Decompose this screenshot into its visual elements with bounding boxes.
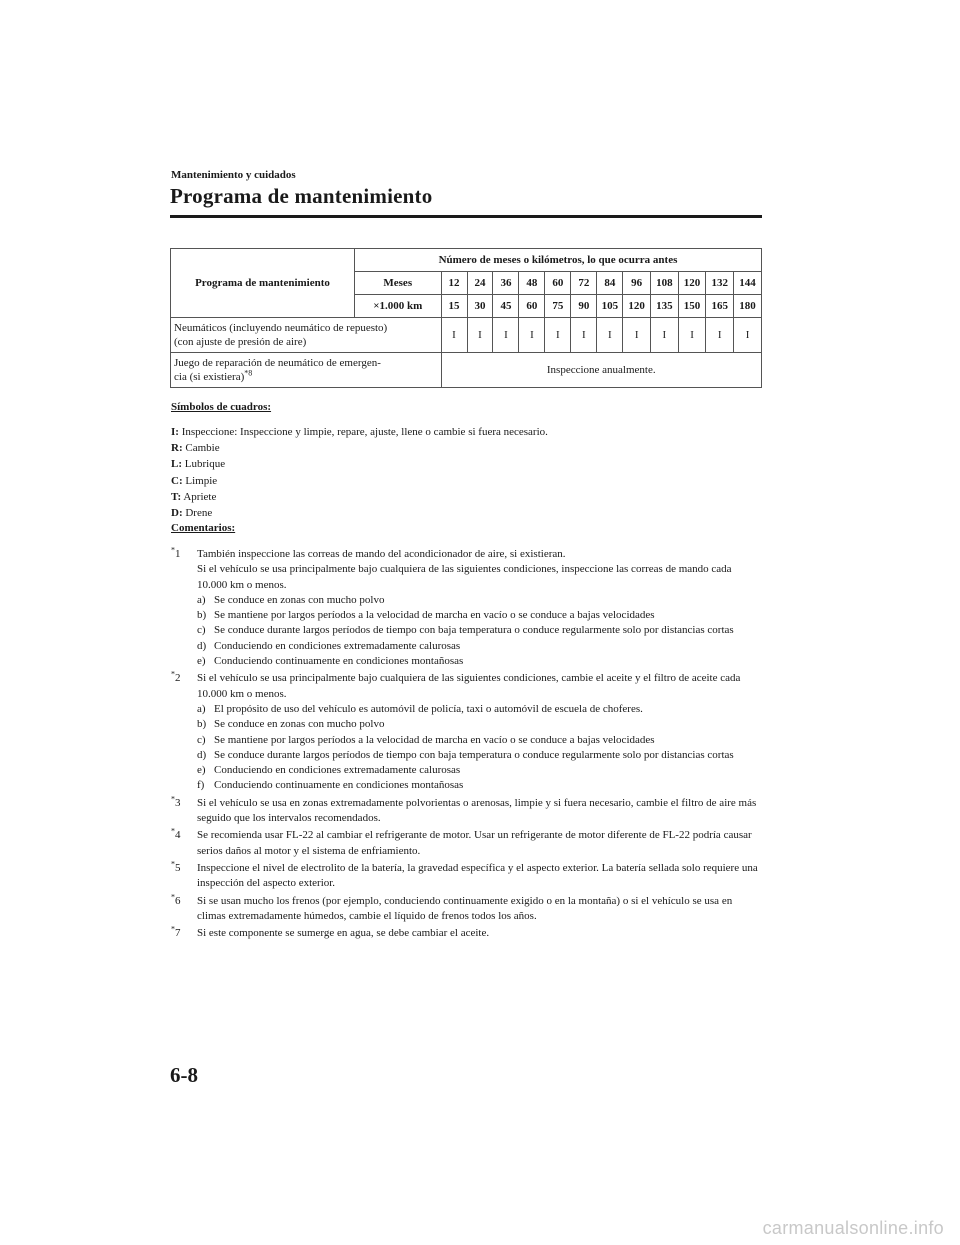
inspect-cell: I	[651, 318, 679, 353]
symbol-item	[171, 473, 548, 489]
comment-text: Si el vehículo se usa en zonas extremadamente polvorientas o arenosas, limpie y si fuera necesario, cambie el filtro de aire más seguido que los intervalos recomendados.	[197, 796, 757, 825]
month-cell: 96	[623, 272, 651, 295]
symbol-key: I:	[171, 426, 179, 438]
comment-sub-text: Se conduce en zonas con mucho polvo	[214, 593, 385, 606]
comment-sub-text: Se mantiene por largos períodos a la velocidad de marcha en vacío o se conduce a bajas velocidades	[214, 733, 655, 746]
comment-sub-text: El propósito de uso del vehículo es automóvil de policía, taxi o automóvil de escuela de choferes.	[214, 702, 643, 715]
comment-note	[171, 671, 761, 793]
km-cell: 75	[545, 295, 571, 318]
symbol-text: Inspeccione: Inspeccione y limpie, repare, ajuste, llene o cambie si fuera necesario.	[181, 426, 548, 438]
month-cell: 12	[441, 272, 467, 295]
comment-star: *	[171, 826, 175, 836]
comment-text: También inspeccione las correas de mando del acondicionador de aire, si existieran.	[197, 548, 566, 560]
comment-number: 7	[175, 927, 181, 940]
comment-sub-label: a)	[197, 702, 206, 715]
comment-note	[171, 796, 761, 827]
symbols-list	[171, 424, 548, 521]
km-cell: 150	[678, 295, 706, 318]
comment-number: 3	[175, 796, 181, 809]
symbol-key: R:	[171, 442, 183, 455]
symbol-key: L:	[171, 458, 182, 471]
item-cell	[171, 318, 442, 353]
comment-sub-text: Conduciendo continuamente en condiciones montañosas	[214, 779, 464, 792]
symbol-text: Limpie	[185, 474, 218, 487]
km-cell: 120	[623, 295, 651, 318]
month-cell: 60	[545, 272, 571, 295]
comment-star: *	[171, 794, 175, 804]
comments-title: Comentarios:	[171, 522, 236, 534]
comment-marker	[171, 671, 181, 686]
comment-text: Inspeccione el nivel de electrolito de la batería, la gravedad específica y el aspecto exterior. La batería sellada solo requiere una inspección del aspecto exterior.	[197, 861, 758, 890]
item-cell	[171, 353, 442, 388]
month-cell: 120	[678, 272, 706, 295]
comment-text: Si este componente se sumerge en agua, se debe cambiar el aceite.	[197, 927, 490, 940]
comment-sub-text: Conduciendo en condiciones extremadamente calurosas	[214, 764, 461, 777]
comment-sub-label: c)	[197, 733, 206, 746]
item-line: (con ajuste de presión de aire)	[174, 336, 307, 348]
comment-text: Si el vehículo se usa principalmente bajo cualquiera de las siguientes condiciones, cambie el aceite y el filtro de aceite cada 10.000 km o menos.	[197, 672, 741, 700]
symbol-key: D:	[171, 507, 183, 520]
comment-sub-text: Se mantiene por largos períodos a la velocidad de marcha en vacío o se conduce a bajas velocidades	[214, 609, 655, 622]
comment-sub	[197, 593, 761, 608]
section-label: Mantenimiento y cuidados	[171, 169, 296, 181]
comment-sub-label: b)	[197, 609, 207, 622]
km-cell: 135	[651, 295, 679, 318]
symbols-title: Símbolos de cuadros:	[171, 401, 272, 413]
month-cell: 72	[571, 272, 597, 295]
comment-sub	[197, 608, 761, 623]
symbol-item	[171, 424, 548, 440]
symbol-text: Cambie	[185, 442, 220, 455]
comment-number: 1	[175, 548, 181, 560]
comment-sub-label: a)	[197, 593, 206, 606]
comment-marker	[171, 828, 181, 843]
km-cell: 105	[597, 295, 623, 318]
comment-sub	[197, 654, 761, 669]
comment-sub-text: Conduciendo en condiciones extremadamente calurosas	[214, 639, 461, 652]
symbol-item	[171, 440, 548, 456]
comment-sub-text: Se conduce en zonas con mucho polvo	[214, 718, 385, 731]
inspect-cell: I	[734, 318, 762, 353]
symbol-item	[171, 489, 548, 505]
km-cell: 30	[467, 295, 493, 318]
km-label: ×1.000 km	[354, 295, 441, 318]
annual-inspection-cell: Inspeccione anualmente.	[441, 353, 761, 388]
comment-sub	[197, 778, 761, 793]
comment-marker	[171, 891, 181, 909]
comment-sub-label: f)	[197, 779, 205, 792]
comment-number: 5	[175, 861, 181, 874]
symbol-text: Lubrique	[184, 458, 226, 471]
inspect-cell: I	[706, 318, 734, 353]
km-cell: 165	[706, 295, 734, 318]
month-cell: 48	[519, 272, 545, 295]
comment-sub-label: c)	[197, 624, 206, 637]
comment-sub-text: Se conduce durante largos períodos de tiempo con baja temperatura o conduce regularmente solo por distancias cortas	[214, 624, 734, 637]
comments-list	[171, 547, 761, 943]
comment-star: *	[171, 891, 175, 901]
comment-sub	[197, 702, 761, 717]
month-cell: 84	[597, 272, 623, 295]
inspect-cell: I	[597, 318, 623, 353]
comment-sub-text: Conduciendo continuamente en condiciones montañosas	[214, 655, 464, 668]
month-cell: 132	[706, 272, 734, 295]
inspect-cell: I	[623, 318, 651, 353]
page-title: Programa de mantenimiento	[170, 184, 433, 208]
footnote-ref: *8	[244, 368, 253, 378]
comment-note	[171, 828, 761, 859]
comment-sub	[197, 639, 761, 654]
inspect-cell: I	[519, 318, 545, 353]
item-line: cia (si existiera)	[174, 371, 245, 383]
comment-star: *	[171, 669, 175, 679]
km-cell: 15	[441, 295, 467, 318]
comment-marker	[171, 926, 181, 941]
table-corner-label: Programa de mantenimiento	[171, 249, 355, 318]
comment-text: Si el vehículo se usa principalmente bajo cualquiera de las siguientes condiciones, inspeccione las correas de mando cada 10.000 km o menos.	[197, 563, 732, 591]
comment-number: 4	[175, 829, 181, 842]
symbol-item	[171, 505, 548, 521]
item-line: Juego de reparación de neumático de emergen-	[174, 357, 381, 369]
inspect-cell: I	[678, 318, 706, 353]
comment-sub	[197, 623, 761, 638]
comment-number: 6	[175, 894, 181, 907]
watermark: carmanualsonline.info	[762, 1218, 944, 1238]
inspect-cell: I	[545, 318, 571, 353]
comment-note	[171, 891, 761, 925]
table-group-header: Número de meses o kilómetros, lo que ocurra antes	[354, 249, 761, 272]
month-cell: 108	[651, 272, 679, 295]
comment-number: 2	[175, 672, 181, 685]
table-row	[171, 353, 762, 388]
comment-note	[171, 926, 761, 941]
comment-sub-label: b)	[197, 718, 207, 731]
month-cell: 144	[734, 272, 762, 295]
comment-star: *	[171, 924, 175, 934]
month-cell: 36	[493, 272, 519, 295]
comment-sub	[197, 763, 761, 778]
inspect-cell: I	[467, 318, 493, 353]
symbol-key: T:	[171, 490, 182, 503]
km-cell: 45	[493, 295, 519, 318]
comment-sub-text: Se conduce durante largos períodos de tiempo con baja temperatura o conduce regularmente solo por distancias cortas	[214, 748, 734, 761]
inspect-cell: I	[441, 318, 467, 353]
page-number: 6-8	[170, 1063, 198, 1087]
comment-sub	[197, 733, 761, 748]
comment-star: *	[171, 859, 175, 869]
comment-text: Se recomienda usar FL-22 al cambiar el refrigerante de motor. Usar un refrigerante de motor diferente de FL-22 podría causar serios daños al motor y el sistema de enfriamiento.	[197, 829, 752, 857]
comment-marker	[171, 796, 181, 811]
symbol-item	[171, 456, 548, 472]
months-label: Meses	[354, 272, 441, 295]
inspect-cell: I	[493, 318, 519, 353]
comment-star: *	[171, 545, 175, 555]
comment-note	[171, 547, 761, 669]
km-cell: 90	[571, 295, 597, 318]
km-cell: 180	[734, 295, 762, 318]
symbol-key: C:	[171, 474, 183, 487]
comment-sub-label: d)	[197, 639, 207, 652]
comment-sub	[197, 748, 761, 763]
comment-marker	[171, 547, 181, 562]
symbol-text: Apriete	[183, 490, 217, 503]
inspect-cell: I	[571, 318, 597, 353]
comment-note	[171, 861, 761, 892]
item-line: Neumáticos (incluyendo neumático de repuesto)	[174, 322, 388, 334]
comment-sub	[197, 717, 761, 732]
table-row	[171, 318, 762, 353]
comment-sub-label: d)	[197, 748, 207, 761]
symbol-text: Drene	[185, 507, 213, 520]
km-cell: 60	[519, 295, 545, 318]
month-cell: 24	[467, 272, 493, 295]
maintenance-table	[170, 248, 762, 388]
comment-sub-label: e)	[197, 764, 206, 777]
comment-sub-label: e)	[197, 655, 206, 668]
comment-marker	[171, 861, 181, 876]
title-rule	[170, 215, 762, 218]
comment-text: Si se usan mucho los frenos (por ejemplo, conduciendo continuamente exigido o en la montaña) o si el vehículo se usa en climas extremadamente húmedos, cambie el líquido de frenos todos los años.	[197, 894, 733, 922]
